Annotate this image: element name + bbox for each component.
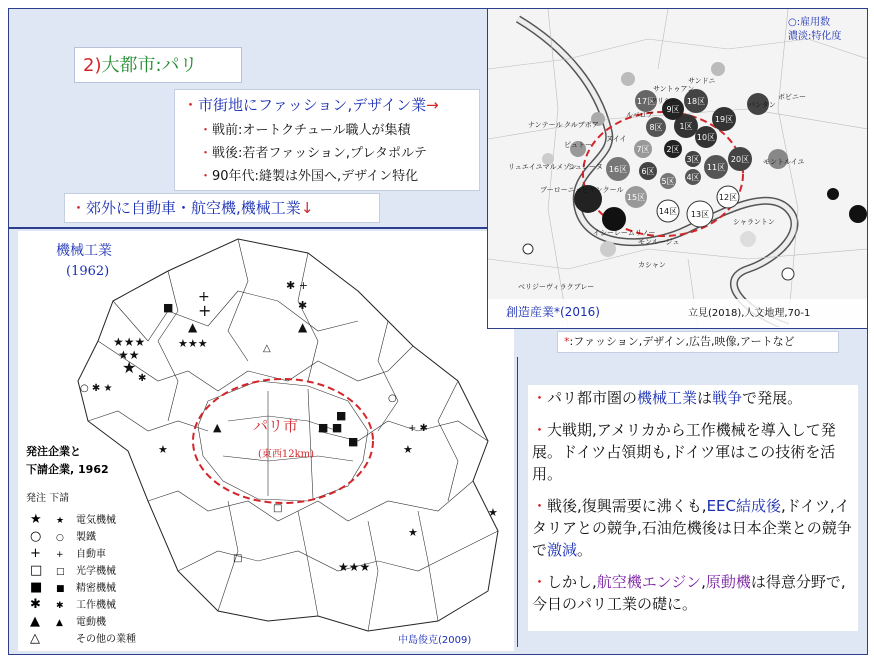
svg-text:■ ■: ■ ■ [318,421,343,434]
map-year: (1962) [66,264,110,279]
paris-creative-map [487,9,868,329]
legend-header: 発注 下請 [26,493,70,504]
svg-text:1区: 1区 [679,122,693,131]
svg-text:7区: 7区 [636,145,650,154]
svg-text:△: △ [263,343,271,354]
paris-map-svg [488,9,868,327]
svg-text:3区: 3区 [686,155,700,164]
svg-text:○ ✱ ★: ○ ✱ ★ [80,383,113,394]
svg-text:ナンテール: ナンテール [528,121,563,129]
svg-text:■: ■ [348,435,359,448]
title-text: 大都市:パリ [101,55,198,76]
svg-text:★: ★ [122,358,137,377]
legend-symbol: □ [30,563,43,578]
paris-legend-1: ○:雇用数 [788,17,831,28]
svg-text:18区: 18区 [686,97,706,106]
legend-symbol: ✱ [30,597,41,612]
region-outline [78,239,498,631]
legend-symbol: ▲ [56,618,63,628]
svg-text:シュレーヌ: シュレーヌ [568,163,603,171]
svg-text:ルバロア: ルバロア [626,111,654,119]
svg-text:★★★: ★★★ [178,337,208,350]
slide [8,8,868,655]
right-paragraph-3: ・戦後,復興需要に沸くも,EEC結成後,ドイツ,イタリアとの競争,石油危機後は日本企業との競争で激減。 [532,497,852,559]
legend-label: 製鐵 [76,532,96,543]
svg-text:ブーローニュビヤンクール: ブーローニュビヤンクール [540,186,624,194]
svg-text:□: □ [233,553,243,564]
legend-title-2: 下請企業, 1962 [26,463,109,476]
right-paragraph-1: ・パリ都市圏の機械工業は戦争で発展。 [532,389,803,407]
right-text-box [528,385,858,631]
svg-text:★★★: ★★★ [338,560,371,574]
legend-row [30,631,136,646]
city-bullets [174,89,480,191]
svg-text:ベリジーヴィラクブレー: ベリジーヴィラクブレー [518,283,595,291]
svg-text:ヌイイ: ヌイイ [606,135,627,143]
svg-text:★: ★ [488,506,498,519]
svg-text:15区: 15区 [626,193,646,202]
svg-text:5区: 5区 [661,177,675,186]
city-sub-3: ・90年代:縫製は外国へ,デザイン特化 [199,169,419,184]
legend-symbol: ▲ [30,614,40,629]
legend-symbol: △ [30,631,40,646]
svg-text:12区: 12区 [718,193,738,202]
suburb-bullet: ・郊外に自動車・航空機,機械工業↓ [64,193,380,223]
legend-row [30,597,116,612]
paris-legend-2: 濃淡:特化度 [788,31,842,42]
legend-symbol: ✱ [56,601,64,611]
legend-symbol: ■ [30,580,43,595]
svg-text:19区: 19区 [714,115,734,124]
legend-row [30,580,116,595]
svg-text:✱: ✱ [298,299,308,312]
svg-text:サントゥアン: サントゥアン [653,85,695,93]
legend-label: 工作機械 [76,600,116,611]
svg-text:モンルージュ: モンルージュ [638,238,680,246]
svg-text:■: ■ [163,301,174,314]
svg-text:クリシー: クリシー [650,97,678,105]
creative-industry-note: *:ファッション,デザイン,広告,映像,アートなど [557,331,839,353]
svg-text:ボビニー: ボビニー [778,93,806,101]
slide-title [74,47,242,83]
paris-label: パリ市 [253,417,299,435]
svg-text:イシーレームリノー: イシーレームリノー [593,229,656,237]
legend-symbol: ○ [56,533,64,543]
svg-text:17区: 17区 [636,97,656,106]
legend-label: その他の業種 [76,634,136,645]
legend-symbol: □ [56,567,65,577]
svg-text:8区: 8区 [649,123,663,132]
legend-row [30,563,116,578]
legend-label: 電動機 [76,617,106,628]
svg-text:□: □ [273,503,283,514]
svg-text:✱ +: ✱ + [286,279,308,292]
svg-text:+ ✱: + ✱ [408,423,428,434]
legend-label: 精密機械 [76,583,116,594]
svg-text:10区: 10区 [696,133,716,142]
legend-row [30,614,107,629]
city-sub-2: ・戦後:若者ファッション,プレタポルテ [199,146,427,161]
legend-row [30,546,106,561]
svg-text:+: + [198,301,212,320]
machine-industry-map [18,231,514,651]
city-sub-1: ・戦前:オートクチュール職人が集積 [199,123,411,138]
legend-symbol: + [56,550,64,560]
paris-caption: 創造産業*(2016) [506,305,600,319]
svg-text:シャラントン: シャラントン [733,218,775,226]
svg-text:▲: ▲ [298,320,308,334]
map-source: 中島俊克(2009) [398,635,472,646]
svg-text:★: ★ [403,443,413,456]
svg-text:6区: 6区 [641,167,655,176]
legend-symbol: + [30,546,41,561]
legend-label: 自動車 [76,549,106,560]
map-svg [18,231,514,651]
svg-text:★★★: ★★★ [113,335,146,349]
svg-text:▲: ▲ [213,421,222,434]
svg-text:リュエイユマルメゾン: リュエイユマルメゾン [508,163,578,171]
svg-text:13区: 13区 [690,210,710,219]
svg-text:★: ★ [408,526,418,539]
legend-title-1: 発注企業と [26,445,81,458]
paris-source: 立見(2018),人文地理,70-1 [688,308,811,319]
up-arrow-icon: → [426,96,439,114]
legend-symbol: ○ [30,529,42,544]
svg-text:11区: 11区 [706,163,726,172]
svg-text:2区: 2区 [666,145,680,154]
right-text-panel [517,357,863,647]
legend-label: 光学機械 [76,566,116,577]
legend-symbol: ■ [56,584,65,594]
svg-text:16区: 16区 [608,165,628,174]
paris-sublabel: (東西12km) [258,449,315,460]
legend-symbol: ★ [30,512,42,527]
right-paragraph-4: ・しかし,航空機エンジン,原動機は得意分野で,今日のパリ工業の礎に。 [532,573,846,613]
map-title: 機械工業 [56,243,112,259]
title-number: 2) [83,55,102,76]
svg-text:■: ■ [336,409,347,422]
svg-text:モントルイユ: モントルイユ [763,158,805,166]
legend-row [30,529,96,544]
svg-text:★★: ★★ [118,348,140,362]
right-paragraph-2: ・大戦期,アメリカから工作機械を導入して発展。ドイツ占領期も,ドイツ軍はこの技術を活用。 [532,421,836,483]
svg-text:20区: 20区 [730,155,750,164]
down-arrow-icon: ↓ [300,199,314,217]
svg-text:✱: ✱ [138,373,147,384]
legend-label: 電気機械 [76,515,116,526]
svg-text:4区: 4区 [686,173,700,182]
svg-text:カシャン: カシャン [638,261,666,269]
divider [9,227,487,229]
svg-text:▲: ▲ [188,320,198,334]
svg-text:+: + [198,289,210,305]
svg-text:パンタン: パンタン [748,101,776,109]
svg-text:サンドニ: サンドニ [688,77,716,85]
legend-row [30,512,116,527]
svg-text:★: ★ [158,443,168,456]
legend-symbol: ★ [56,516,65,526]
svg-text:9区: 9区 [666,105,680,114]
svg-text:クルブボア: クルブボア [564,121,599,129]
svg-text:○: ○ [388,393,397,404]
city-bullet-main: ・市街地にファッション,デザイン業→ [183,96,439,114]
svg-text:14区: 14区 [658,207,678,216]
svg-text:ピュトー: ピュトー [564,141,592,149]
